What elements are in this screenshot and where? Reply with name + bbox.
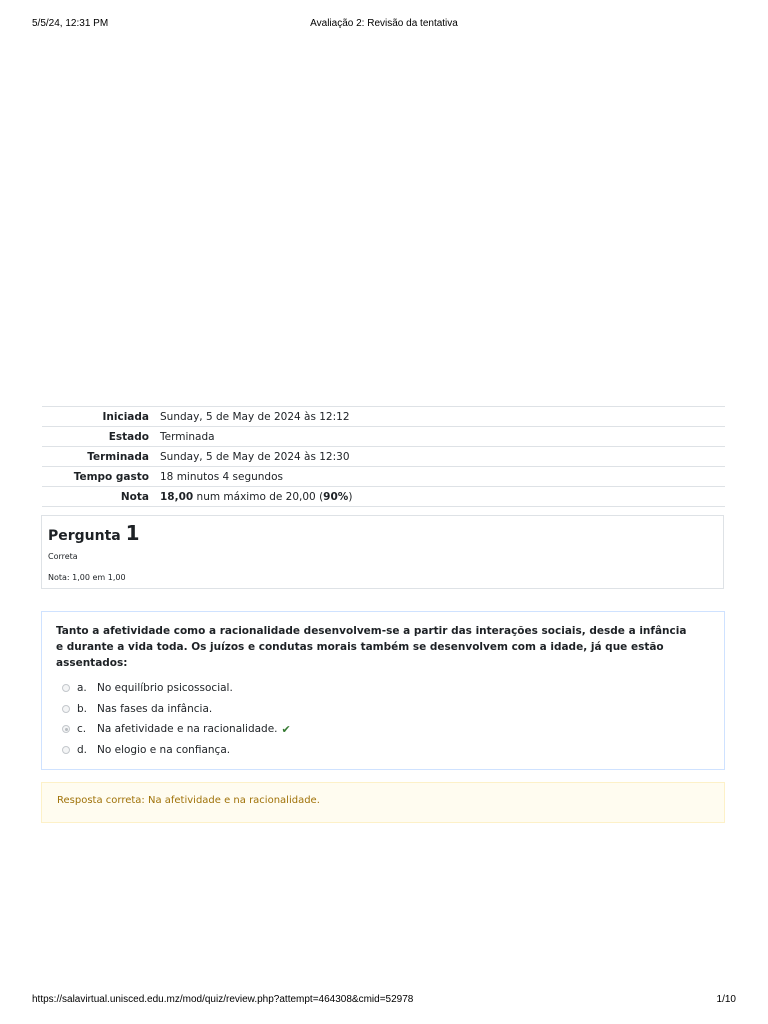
answer-letter: a. [77, 682, 87, 695]
print-url: https://salavirtual.unisced.edu.mz/mod/quiz/review.php?attempt=464308&cmid=52978 [32, 994, 414, 1005]
summary-label: Terminada [87, 450, 149, 463]
summary-row-time-taken [42, 467, 725, 487]
question-title-prefix: Pergunta [48, 528, 121, 544]
answer-text: Na afetividade e na racionalidade. [97, 723, 278, 736]
correct-check-icon: ✔ [281, 722, 291, 736]
question-state: Correta [48, 552, 78, 561]
grade-percent: 90% [323, 490, 349, 503]
answer-text: No elogio e na confiança. [97, 743, 231, 756]
print-page-title: Avaliação 2: Revisão da tentativa [310, 18, 458, 29]
answer-text: No equilíbrio psicossocial. [97, 682, 233, 695]
summary-label: Tempo gasto [73, 470, 149, 483]
print-header [32, 18, 736, 32]
summary-row-completed [42, 447, 725, 467]
question-grade: Nota: 1,00 em 1,00 [48, 573, 126, 582]
summary-row-grade [42, 487, 725, 507]
grade-close-paren: ) [348, 490, 353, 503]
summary-label: Iniciada [102, 410, 149, 423]
radio-button[interactable] [62, 705, 70, 713]
print-footer [32, 994, 736, 1008]
radio-button-selected[interactable] [62, 725, 70, 733]
summary-value [154, 487, 725, 507]
question-number: 1 [125, 521, 140, 545]
correct-answer-feedback [41, 782, 725, 823]
summary-value: 18 minutos 4 segundos [160, 470, 283, 483]
grade-score: 18,00 [160, 490, 194, 503]
answer-option-c[interactable] [62, 719, 291, 740]
answer-letter: d. [77, 743, 88, 756]
summary-row-started [42, 407, 725, 427]
summary-value: Terminada [160, 430, 215, 443]
question-content-box [41, 611, 725, 770]
print-date: 5/5/24, 12:31 PM [32, 18, 109, 29]
summary-label: Estado [108, 430, 149, 443]
print-page-number: 1/10 [716, 994, 736, 1005]
radio-button[interactable] [62, 746, 70, 754]
question-title [48, 521, 140, 545]
answer-letter: c. [77, 723, 87, 736]
question-text: Tanto a afetividade como a racionalidade desenvolvem-se a partir das interações sociais, desde a infância e durante a vida toda. Os juízos e condutas morais também se desenvolvem com a idade, já que estão assentados: [56, 625, 687, 669]
answer-option-a[interactable] [62, 678, 291, 699]
radio-button[interactable] [62, 684, 70, 692]
summary-label: Nota [120, 490, 149, 503]
answer-text: Nas fases da infância. [97, 702, 213, 715]
summary-value: Sunday, 5 de May de 2024 às 12:30 [160, 450, 350, 463]
answer-letter: b. [77, 702, 88, 715]
grade-max-text: num máximo de 20,00 ( [193, 490, 324, 503]
answer-option-d[interactable] [62, 740, 291, 761]
attempt-summary-table [42, 406, 725, 507]
answer-option-b[interactable] [62, 699, 291, 720]
answer-list [62, 678, 291, 760]
feedback-text: Resposta correta: Na afetividade e na racionalidade. [57, 795, 320, 806]
summary-value: Sunday, 5 de May de 2024 às 12:12 [160, 410, 350, 423]
question-info-box [41, 515, 724, 589]
summary-row-state [42, 427, 725, 447]
